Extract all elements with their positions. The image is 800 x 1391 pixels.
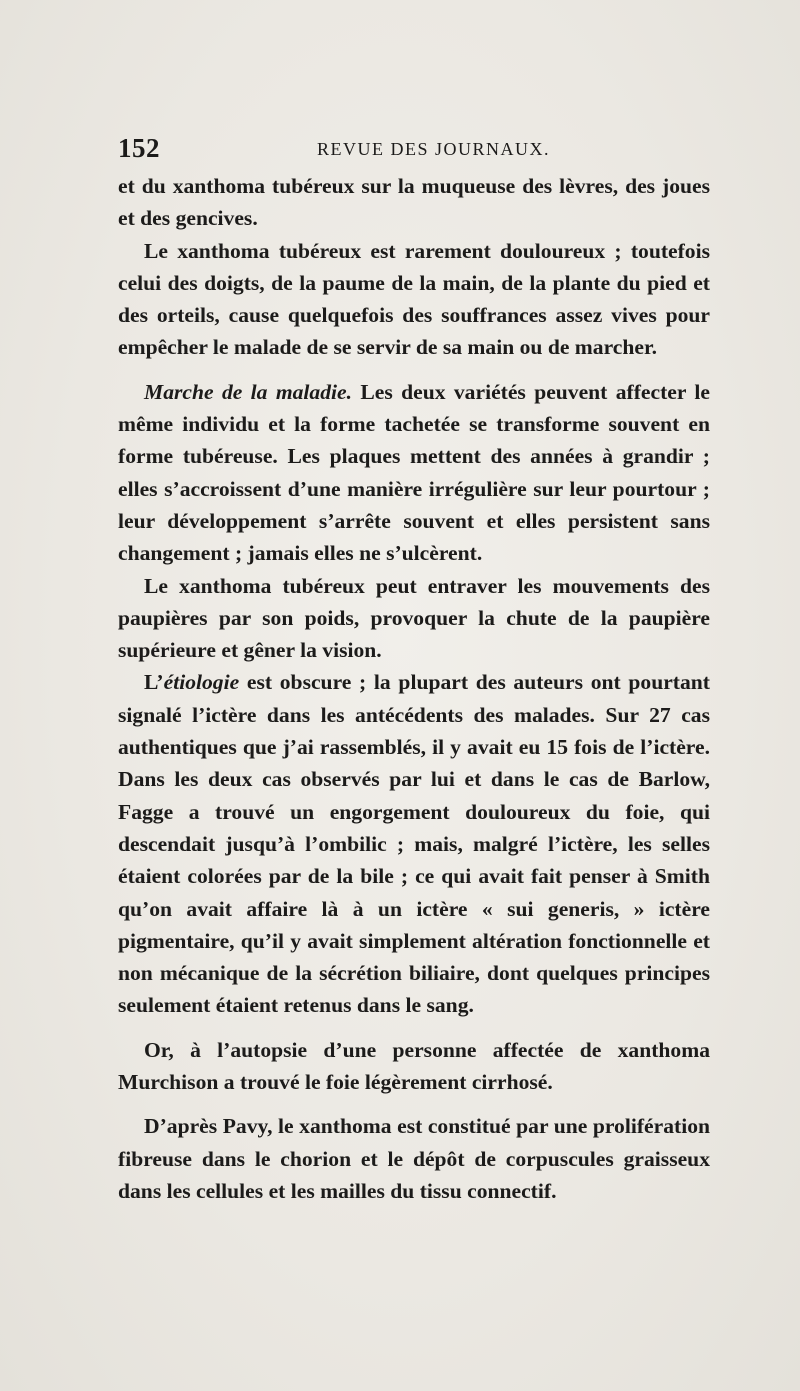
- paragraph-autopsie: [118, 1034, 710, 1099]
- body-text: [118, 170, 710, 1207]
- paragraph-text: Or, à l’autopsie d’une personne affectée de xanthoma Murchison a trouvé le foie légèrement cirrhosé.: [118, 1037, 710, 1095]
- section-lead-prefix: L’: [144, 670, 164, 695]
- section-lead-marche: Marche de la maladie.: [144, 379, 353, 404]
- section-lead-etiologie: étiologie: [163, 670, 240, 695]
- paragraph-xanthoma-muqueuse: [118, 170, 710, 235]
- paragraph-etiologie: [118, 666, 710, 1021]
- paragraph-gap: [118, 1022, 710, 1034]
- paragraph-paupieres: [118, 570, 710, 667]
- paragraph-pavy: [118, 1110, 710, 1207]
- paragraph-text: D’après Pavy, le xanthoma est constitué par une prolifération fibreuse dans le chorion et le dépôt de corpuscules graisseux dans les cellules et les mailles du tissu connectif.: [118, 1114, 710, 1203]
- paragraph-text: et du xanthoma tubéreux sur la muqueuse des lèvres, des joues et des gencives.: [118, 174, 710, 231]
- page-number: 152: [118, 133, 160, 163]
- page-header: [118, 131, 710, 165]
- paragraph-marche-maladie: [118, 376, 710, 570]
- running-head: REVUE DES JOURNAUX.: [317, 139, 551, 159]
- paragraph-text: est obscure ; la plupart des auteurs ont pourtant signalé l’ictère dans les antécédents des malades. Sur 27 cas authentiques que j’ai rassemblés, il y avait eu 15 fois de l’ictère. Dans les deux cas observés par lui et dans le cas de Barlow, Fagge a trouvé un engorgement douloureux du foie, qui descendait jusqu’à l’ombilic ; mais, malgré l’ictère, les selles étaient colorées par de la bile ; ce qui avait fait penser à Smith qu’on avait affaire là à un ictère « sui generis, » ictère pigmentaire, qu’il y avait simplement altération fonctionnelle et non mécanique de la sécrétion biliaire, dont quelques principes seulement étaient retenus dans le sang.: [118, 670, 710, 1018]
- paragraph-gap: [118, 364, 710, 376]
- paragraph-text: Le xanthoma tubéreux peut entraver les mouvements des paupières par son poids, provoquer la chute de la paupière supérieure et gêner la vision.: [118, 573, 710, 663]
- paragraph-text: Les deux variétés peuvent affecter le même individu et la forme tachetée se transforme souvent en forme tubéreuse. Les plaques mettent des années à grandir ; elles s’accroissent d’une manière irrégulière sur leur pourtour ; leur développement s’arrête souvent et elles persistent sans changement ; jamais elles ne s’ulcèrent.: [118, 379, 710, 566]
- paragraph-gap: [118, 1098, 710, 1110]
- paragraph-douleur: [118, 235, 710, 364]
- paragraph-text: Le xanthoma tubéreux est rarement douloureux ; toutefois celui des doigts, de la paume de la main, de la plante du pied et des orteils, cause quelquefois des souffrances assez vives pour empêcher le malade de se servir de sa main ou de marcher.: [118, 238, 710, 360]
